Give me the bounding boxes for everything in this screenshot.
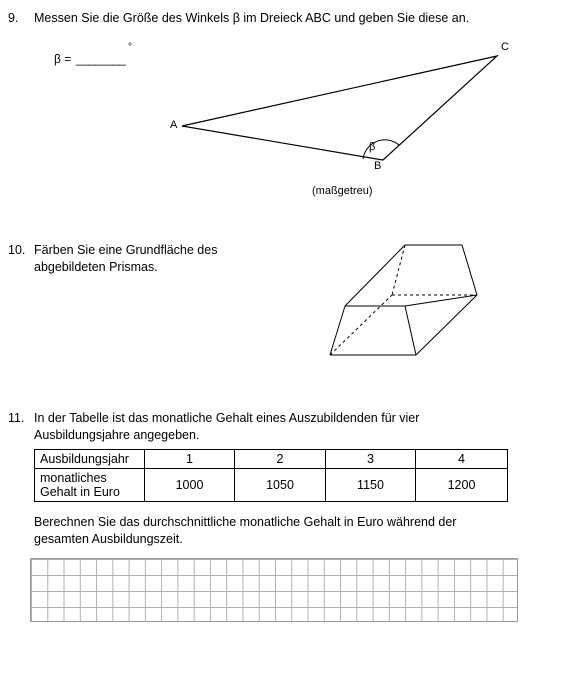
figure-caption: (maßgetreu)	[312, 185, 373, 197]
triangle-abc	[182, 56, 497, 160]
prism-edge	[405, 306, 416, 355]
salary-cell: 1050	[235, 469, 326, 502]
prism-edge	[462, 245, 477, 295]
table-row	[35, 469, 508, 502]
year-cell: 1	[145, 450, 235, 469]
row-header-year: Ausbildungsjahr	[35, 450, 145, 469]
triangle-outline	[182, 56, 497, 160]
prism-edge	[330, 306, 345, 355]
row-header-salary	[35, 469, 145, 502]
salary-cell: 1000	[145, 469, 235, 502]
row-header-salary-line1: monatliches	[40, 471, 107, 485]
vertex-label-c: C	[501, 41, 509, 53]
q10-number: 10.	[8, 243, 26, 257]
year-cell: 3	[326, 450, 416, 469]
angle-beta-label: β	[369, 141, 376, 153]
salary-cell: 1150	[326, 469, 416, 502]
row-header-salary-line2: Gehalt in Euro	[40, 485, 120, 499]
q10-text-line2: abgebildeten Prismas.	[34, 260, 158, 274]
q10-text-line1: Färben Sie eine Grundfläche des	[34, 243, 218, 257]
q9-answer-prefix: β =	[54, 52, 72, 66]
salary-table	[34, 449, 508, 502]
table-row	[35, 450, 508, 469]
vertex-label-a: A	[170, 119, 178, 131]
q11-text-line1: In der Tabelle ist das monatliche Gehalt eines Auszubildenden für vier	[34, 411, 420, 425]
prism-edge	[416, 295, 477, 355]
q9-number: 9.	[8, 11, 19, 25]
prism-edge	[405, 295, 477, 306]
vertex-label-b: B	[374, 160, 382, 172]
prism-hidden-edge	[392, 245, 405, 295]
salary-cell: 1200	[416, 469, 508, 502]
year-cell: 4	[416, 450, 508, 469]
q11-number: 11.	[8, 411, 25, 425]
year-cell: 2	[235, 450, 326, 469]
q9-question-text: Messen Sie die Größe des Winkels β im Dreieck ABC und geben Sie diese an.	[34, 11, 470, 25]
q11-task-line2: gesamten Ausbildungszeit.	[34, 532, 183, 546]
prism-edge	[345, 245, 405, 306]
q9-degree-symbol: °	[128, 42, 132, 53]
q11-task-line1: Berechnen Sie das durchschnittliche monatliche Gehalt in Euro während der	[34, 515, 457, 529]
q11-text-line2: Ausbildungsjahre angegeben.	[34, 428, 200, 442]
answer-grid[interactable]	[30, 558, 518, 622]
q9-answer-blank[interactable]: ________	[76, 52, 126, 66]
prism	[330, 245, 477, 355]
